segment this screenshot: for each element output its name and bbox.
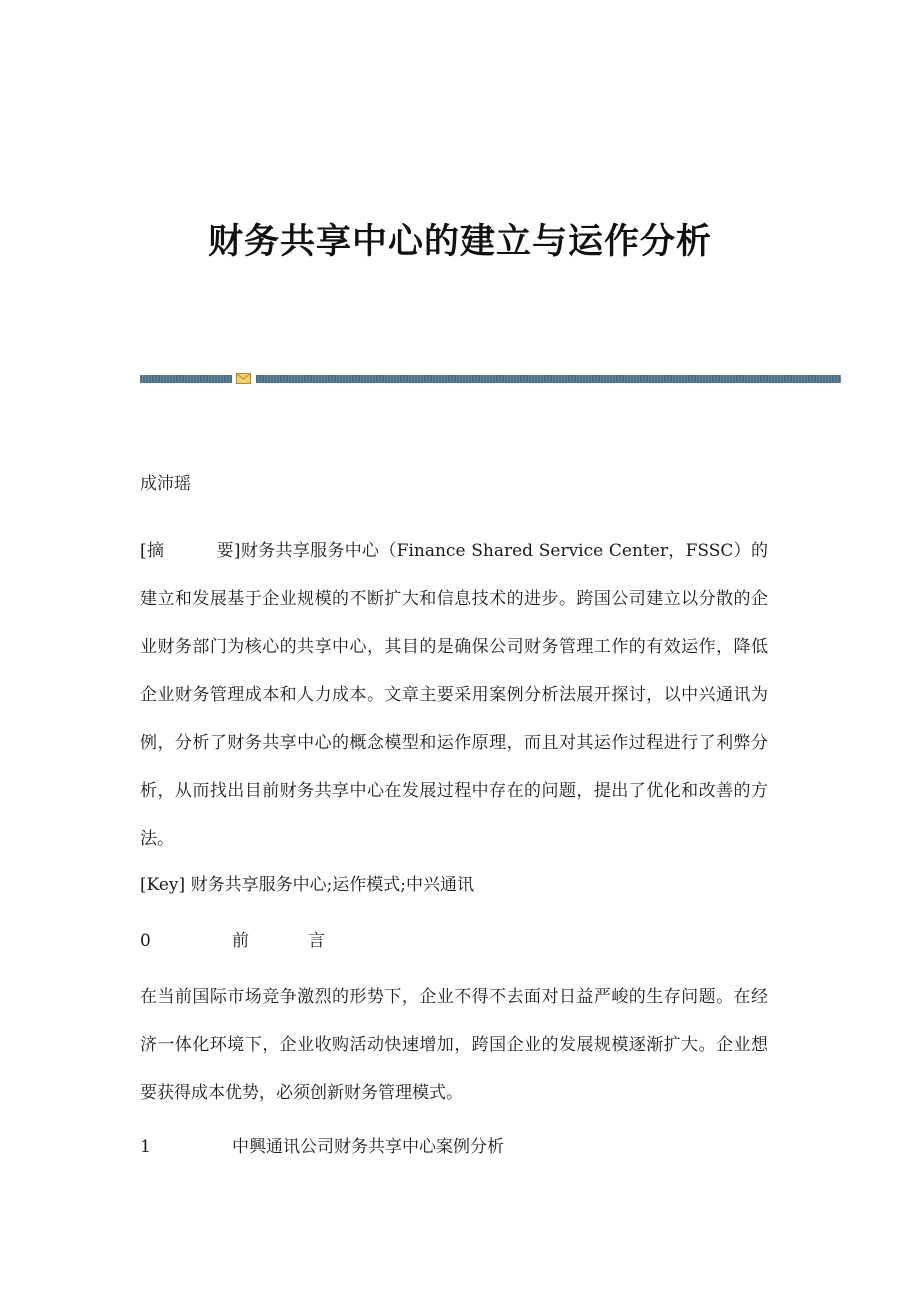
document-title: 财务共享中心的建立与运作分析	[207, 222, 712, 262]
section0-body: 在当前国际市场竞争激烈的形势下，企业不得不去面对日益严峻的生存问题。在经济一体化环境下，企业收购活动快速增加，跨国企业的发展规模逐渐扩大。企业想要获得成本优势，必须创新财务管理模式。	[140, 987, 768, 1103]
section0-number: 0	[140, 931, 151, 951]
section1-title: 中興通讯公司财务共享中心案例分析	[232, 1137, 504, 1157]
title-divider	[140, 375, 841, 383]
section0-title-part1: 前	[232, 931, 249, 951]
abstract-label-close: 要]	[216, 541, 241, 561]
abstract-text: 财务共享服务中心（Finance Shared Service Center，FSSC）的建立和发展基于企业规模的不断扩大和信息技术的进步。跨国公司建立以分散的企业财务部门为核心的共享中心，其目的是确保公司财务管理工作的有效运作，降低企业财务管理成本和人力成本。文章主要采用案例分析法展开探讨，以中兴通讯为例，分析了财务共享中心的概念模型和运作原理，而且对其运作过程进行了利弊分析，从而找出目前财务共享中心在发展过程中存在的问题，提出了优化和改善的方法。	[140, 541, 768, 849]
divider-right-bar	[256, 375, 841, 383]
author-name: 成沛瑶	[140, 474, 191, 494]
section1-number: 1	[140, 1137, 151, 1157]
section0-title-part2: 言	[308, 931, 325, 951]
envelope-icon	[236, 373, 251, 384]
abstract-label-open: [摘	[140, 541, 165, 561]
abstract-paragraph	[140, 527, 768, 863]
divider-left-bar	[140, 375, 232, 383]
keywords-line: [Key] 财务共享服务中心;运作模式;中兴通讯	[140, 875, 475, 895]
